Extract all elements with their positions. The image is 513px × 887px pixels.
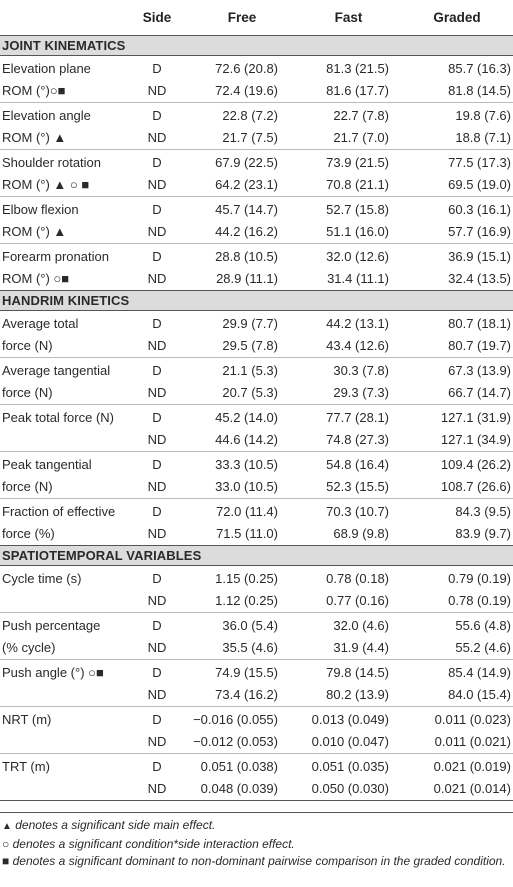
table-bottom-rule bbox=[0, 812, 513, 813]
variable-label: Elevation plane bbox=[2, 61, 91, 76]
variable-label: force (%) bbox=[0, 523, 126, 546]
variable-label: (% cycle) bbox=[0, 637, 126, 660]
variable-label: Forearm pronation bbox=[2, 249, 109, 264]
fast-cell: 44.2 (13.1) bbox=[326, 316, 389, 331]
table-row bbox=[0, 523, 513, 546]
variable-label: ROM (°)○■ bbox=[0, 80, 126, 103]
free-cell: 74.9 (15.5) bbox=[215, 665, 278, 680]
free-cell: 73.4 (16.2) bbox=[188, 684, 296, 707]
free-cell: 35.5 (4.6) bbox=[188, 637, 296, 660]
variable-label bbox=[0, 731, 126, 754]
footnote-text: denotes a significant side main effect. bbox=[15, 818, 216, 832]
table-row bbox=[0, 778, 513, 801]
table-row bbox=[0, 429, 513, 452]
side-cell: D bbox=[152, 202, 162, 217]
table-body bbox=[0, 36, 513, 801]
free-cell: 1.15 (0.25) bbox=[215, 571, 278, 586]
free-cell: 29.5 (7.8) bbox=[188, 335, 296, 358]
side-cell: D bbox=[152, 712, 162, 727]
variable-label bbox=[0, 429, 126, 452]
side-cell: ND bbox=[126, 523, 188, 546]
fast-cell: 70.8 (21.1) bbox=[296, 174, 401, 197]
free-cell: 21.1 (5.3) bbox=[222, 363, 278, 378]
fast-cell: 0.77 (0.16) bbox=[296, 590, 401, 613]
fast-cell: 29.3 (7.3) bbox=[296, 382, 401, 405]
variable-label: Elevation angle bbox=[2, 108, 91, 123]
fast-cell: 52.3 (15.5) bbox=[296, 476, 401, 499]
variable-label: TRT (m) bbox=[2, 759, 50, 774]
triangle-icon: ▲ bbox=[2, 821, 12, 832]
free-cell: 36.0 (5.4) bbox=[222, 618, 278, 633]
free-cell: −0.016 (0.055) bbox=[193, 712, 278, 727]
graded-cell: 18.8 (7.1) bbox=[401, 127, 513, 150]
footnote-pairwise bbox=[2, 853, 507, 871]
free-cell: −0.012 (0.053) bbox=[188, 731, 296, 754]
free-cell: 29.9 (7.7) bbox=[222, 316, 278, 331]
table-row bbox=[0, 590, 513, 613]
table-row bbox=[0, 566, 513, 591]
fast-cell: 31.9 (4.4) bbox=[296, 637, 401, 660]
free-cell: 1.12 (0.25) bbox=[188, 590, 296, 613]
graded-cell: 36.9 (15.1) bbox=[448, 249, 511, 264]
fast-cell: 79.8 (14.5) bbox=[326, 665, 389, 680]
side-cell: D bbox=[152, 504, 162, 519]
footnote-side-effect bbox=[2, 817, 507, 836]
table-row bbox=[0, 56, 513, 81]
section-header-row bbox=[0, 546, 513, 566]
free-cell: 21.7 (7.5) bbox=[188, 127, 296, 150]
variable-label: force (N) bbox=[0, 382, 126, 405]
side-cell: ND bbox=[126, 778, 188, 801]
graded-cell: 69.5 (19.0) bbox=[401, 174, 513, 197]
table-row bbox=[0, 754, 513, 779]
header-fast: Fast bbox=[296, 0, 401, 36]
fast-cell: 22.7 (7.8) bbox=[333, 108, 389, 123]
section-title: JOINT KINEMATICS bbox=[0, 36, 513, 56]
fast-cell: 0.010 (0.047) bbox=[296, 731, 401, 754]
side-cell: ND bbox=[126, 590, 188, 613]
table-row bbox=[0, 452, 513, 477]
table-row bbox=[0, 707, 513, 732]
free-cell: 67.9 (22.5) bbox=[215, 155, 278, 170]
variable-label: Shoulder rotation bbox=[2, 155, 102, 170]
side-cell: ND bbox=[126, 80, 188, 103]
variable-label: ROM (°) ▲ bbox=[0, 127, 126, 150]
header-graded: Graded bbox=[401, 0, 513, 36]
variable-label: Elbow flexion bbox=[2, 202, 79, 217]
variable-label: NRT (m) bbox=[2, 712, 52, 727]
side-cell: D bbox=[152, 61, 162, 76]
free-cell: 33.3 (10.5) bbox=[215, 457, 278, 472]
table-row bbox=[0, 221, 513, 244]
fast-cell: 32.0 (12.6) bbox=[326, 249, 389, 264]
table-row bbox=[0, 150, 513, 175]
graded-cell: 55.6 (4.8) bbox=[455, 618, 511, 633]
graded-cell: 109.4 (26.2) bbox=[440, 457, 511, 472]
fast-cell: 80.2 (13.9) bbox=[296, 684, 401, 707]
variable-label bbox=[0, 778, 126, 801]
variable-label bbox=[0, 590, 126, 613]
fast-cell: 74.8 (27.3) bbox=[296, 429, 401, 452]
fast-cell: 0.78 (0.18) bbox=[326, 571, 389, 586]
table-row bbox=[0, 499, 513, 524]
graded-cell: 55.2 (4.6) bbox=[401, 637, 513, 660]
footnote-interaction bbox=[2, 836, 507, 854]
graded-cell: 0.011 (0.023) bbox=[434, 712, 511, 727]
table-row bbox=[0, 311, 513, 336]
fast-cell: 0.050 (0.030) bbox=[296, 778, 401, 801]
free-cell: 71.5 (11.0) bbox=[188, 523, 296, 546]
header-free: Free bbox=[188, 0, 296, 36]
fast-cell: 32.0 (4.6) bbox=[333, 618, 389, 633]
side-cell: ND bbox=[126, 476, 188, 499]
footnote-text: denotes a significant dominant to non-dominant pairwise comparison in the graded condition. bbox=[12, 854, 506, 868]
footnotes bbox=[2, 817, 507, 871]
free-cell: 0.051 (0.038) bbox=[200, 759, 278, 774]
graded-cell: 0.78 (0.19) bbox=[401, 590, 513, 613]
section-title: HANDRIM KINETICS bbox=[0, 291, 513, 311]
variable-label: force (N) bbox=[0, 335, 126, 358]
variable-label: Peak tangential bbox=[2, 457, 92, 472]
free-cell: 72.4 (19.6) bbox=[188, 80, 296, 103]
side-cell: ND bbox=[126, 127, 188, 150]
free-cell: 44.2 (16.2) bbox=[188, 221, 296, 244]
table-row bbox=[0, 405, 513, 430]
side-cell: D bbox=[152, 759, 162, 774]
table-row bbox=[0, 80, 513, 103]
variable-label: Fraction of effective bbox=[2, 504, 116, 519]
graded-cell: 77.5 (17.3) bbox=[448, 155, 511, 170]
graded-cell: 66.7 (14.7) bbox=[401, 382, 513, 405]
variable-label: ROM (°) ▲ bbox=[0, 221, 126, 244]
table-row bbox=[0, 197, 513, 222]
graded-cell: 80.7 (18.1) bbox=[448, 316, 511, 331]
graded-cell: 80.7 (19.7) bbox=[401, 335, 513, 358]
side-cell: ND bbox=[126, 731, 188, 754]
side-cell: D bbox=[152, 155, 162, 170]
graded-cell: 67.3 (13.9) bbox=[448, 363, 511, 378]
table-row bbox=[0, 335, 513, 358]
free-cell: 72.6 (20.8) bbox=[215, 61, 278, 76]
fast-cell: 77.7 (28.1) bbox=[326, 410, 389, 425]
free-cell: 0.048 (0.039) bbox=[188, 778, 296, 801]
variable-label: force (N) bbox=[0, 476, 126, 499]
table-row bbox=[0, 244, 513, 269]
side-cell: D bbox=[152, 410, 162, 425]
graded-cell: 81.8 (14.5) bbox=[401, 80, 513, 103]
table-row bbox=[0, 613, 513, 638]
graded-cell: 108.7 (26.6) bbox=[401, 476, 513, 499]
fast-cell: 0.013 (0.049) bbox=[311, 712, 389, 727]
fast-cell: 54.8 (16.4) bbox=[326, 457, 389, 472]
fast-cell: 81.3 (21.5) bbox=[326, 61, 389, 76]
fast-cell: 52.7 (15.8) bbox=[326, 202, 389, 217]
variable-label: Cycle time (s) bbox=[2, 571, 82, 586]
table-row bbox=[0, 103, 513, 128]
square-icon: ■ bbox=[2, 854, 10, 868]
fast-cell: 0.051 (0.035) bbox=[311, 759, 389, 774]
table-row bbox=[0, 731, 513, 754]
header-label bbox=[0, 0, 126, 36]
graded-cell: 60.3 (16.1) bbox=[448, 202, 511, 217]
variable-label bbox=[0, 684, 126, 707]
free-cell: 44.6 (14.2) bbox=[188, 429, 296, 452]
side-cell: D bbox=[152, 665, 162, 680]
graded-cell: 84.3 (9.5) bbox=[455, 504, 511, 519]
side-cell: D bbox=[152, 618, 162, 633]
side-cell: ND bbox=[126, 684, 188, 707]
graded-cell: 0.021 (0.014) bbox=[401, 778, 513, 801]
fast-cell: 30.3 (7.8) bbox=[333, 363, 389, 378]
free-cell: 28.8 (10.5) bbox=[215, 249, 278, 264]
side-cell: D bbox=[152, 457, 162, 472]
fast-cell: 73.9 (21.5) bbox=[326, 155, 389, 170]
table-row bbox=[0, 382, 513, 405]
fast-cell: 81.6 (17.7) bbox=[296, 80, 401, 103]
free-cell: 72.0 (11.4) bbox=[216, 504, 278, 519]
table-row bbox=[0, 174, 513, 197]
fast-cell: 51.1 (16.0) bbox=[296, 221, 401, 244]
graded-cell: 32.4 (13.5) bbox=[401, 268, 513, 291]
graded-cell: 0.011 (0.021) bbox=[401, 731, 513, 754]
table-row bbox=[0, 127, 513, 150]
graded-cell: 127.1 (31.9) bbox=[440, 410, 511, 425]
variable-label: ROM (°) ▲ ○ ■ bbox=[0, 174, 126, 197]
graded-cell: 83.9 (9.7) bbox=[401, 523, 513, 546]
table-row bbox=[0, 637, 513, 660]
graded-cell: 85.4 (14.9) bbox=[448, 665, 511, 680]
section-header-row bbox=[0, 291, 513, 311]
free-cell: 28.9 (11.1) bbox=[188, 268, 296, 291]
graded-cell: 0.021 (0.019) bbox=[433, 759, 511, 774]
side-cell: ND bbox=[126, 382, 188, 405]
graded-cell: 127.1 (34.9) bbox=[401, 429, 513, 452]
side-cell: ND bbox=[126, 637, 188, 660]
side-cell: ND bbox=[126, 335, 188, 358]
fast-cell: 43.4 (12.6) bbox=[296, 335, 401, 358]
table-row bbox=[0, 268, 513, 291]
fast-cell: 31.4 (11.1) bbox=[296, 268, 401, 291]
free-cell: 33.0 (10.5) bbox=[188, 476, 296, 499]
graded-cell: 57.7 (16.9) bbox=[401, 221, 513, 244]
free-cell: 20.7 (5.3) bbox=[188, 382, 296, 405]
variable-label: Push percentage bbox=[2, 618, 101, 633]
free-cell: 22.8 (7.2) bbox=[222, 108, 278, 123]
free-cell: 45.7 (14.7) bbox=[215, 202, 278, 217]
free-cell: 45.2 (14.0) bbox=[215, 410, 278, 425]
side-cell: D bbox=[152, 363, 162, 378]
side-cell: ND bbox=[126, 221, 188, 244]
header-row bbox=[0, 0, 513, 36]
section-title: SPATIOTEMPORAL VARIABLES bbox=[0, 546, 513, 566]
fast-cell: 70.3 (10.7) bbox=[326, 504, 389, 519]
side-cell: ND bbox=[126, 429, 188, 452]
circle-icon: ○ bbox=[2, 836, 10, 851]
variable-label: Average tangential bbox=[2, 363, 111, 378]
table-row bbox=[0, 476, 513, 499]
side-cell: D bbox=[152, 108, 162, 123]
footnote-text: denotes a significant condition*side interaction effect. bbox=[12, 836, 295, 851]
side-cell: D bbox=[152, 249, 162, 264]
table-row bbox=[0, 684, 513, 707]
table-row bbox=[0, 660, 513, 685]
variable-label: Peak total force (N) bbox=[2, 410, 114, 425]
side-cell: ND bbox=[126, 174, 188, 197]
side-cell: D bbox=[152, 316, 162, 331]
graded-cell: 85.7 (16.3) bbox=[448, 61, 511, 76]
graded-cell: 19.8 (7.6) bbox=[455, 108, 511, 123]
variable-label: Push angle (°) ○■ bbox=[2, 665, 104, 680]
graded-cell: 0.79 (0.19) bbox=[448, 571, 511, 586]
header-side: Side bbox=[126, 0, 188, 36]
table-row bbox=[0, 358, 513, 383]
side-cell: ND bbox=[126, 268, 188, 291]
fast-cell: 21.7 (7.0) bbox=[296, 127, 401, 150]
side-cell: D bbox=[152, 571, 162, 586]
variable-label: Average total bbox=[2, 316, 79, 331]
variable-label: ROM (°) ○■ bbox=[0, 268, 126, 291]
section-header-row bbox=[0, 36, 513, 56]
graded-cell: 84.0 (15.4) bbox=[401, 684, 513, 707]
free-cell: 64.2 (23.1) bbox=[188, 174, 296, 197]
fast-cell: 68.9 (9.8) bbox=[296, 523, 401, 546]
